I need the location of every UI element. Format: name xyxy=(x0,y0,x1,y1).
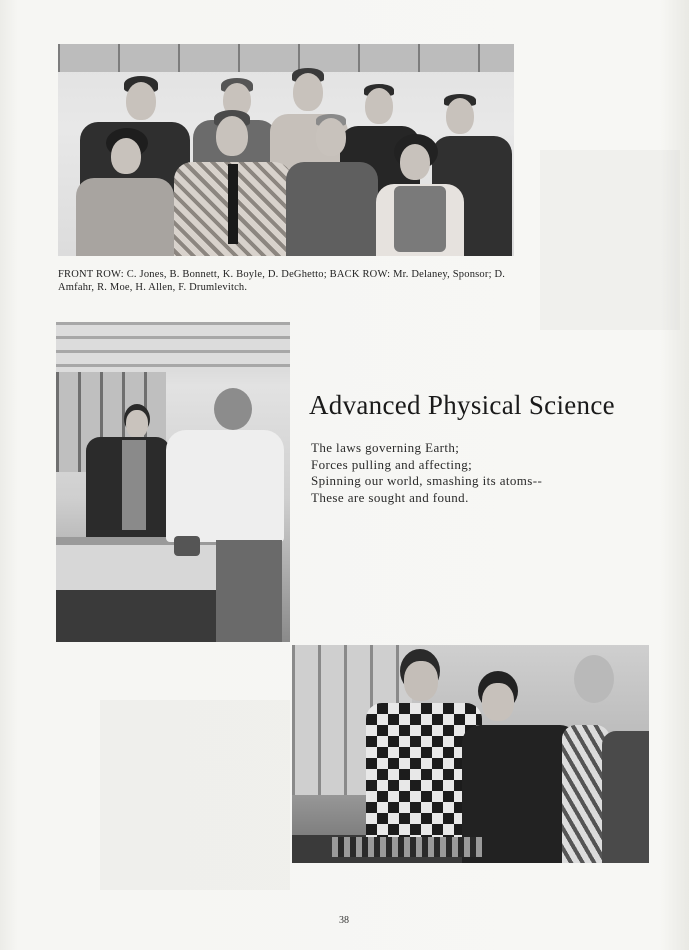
lab-apparatus xyxy=(174,536,200,556)
article-title: Advanced Physical Science xyxy=(309,390,615,420)
photo-caption: FRONT ROW: C. Jones, B. Bonnett, K. Boyle, D. DeGhetto; BACK ROW: Mr. Delaney, Sponsor; D. Amfahr, R. Moe, H. Allen, F. Drumlevitch. xyxy=(58,269,506,293)
lab-bench-cabinet xyxy=(56,590,226,642)
poem-line: The laws governing Earth; xyxy=(311,440,460,455)
poem-line: Forces pulling and affecting; xyxy=(311,456,473,472)
bleed-through-text xyxy=(560,92,567,122)
lab-ceiling xyxy=(56,322,290,372)
lab-teacher-photo xyxy=(56,322,290,642)
students-apparatus-photo xyxy=(292,645,649,863)
teacher-figure xyxy=(166,430,284,542)
bleed-through-shadow xyxy=(540,150,680,330)
bleed-through-shadow xyxy=(100,700,290,890)
poem-line: These are sought and found. xyxy=(311,489,469,505)
page-number: 38 xyxy=(339,915,349,926)
ceiling-lights xyxy=(58,44,514,72)
lab-apparatus xyxy=(332,837,482,857)
group-portrait-photo xyxy=(58,44,514,256)
poem-line: Spinning our world, smashing its atoms-- xyxy=(311,473,543,488)
poem xyxy=(311,440,641,506)
